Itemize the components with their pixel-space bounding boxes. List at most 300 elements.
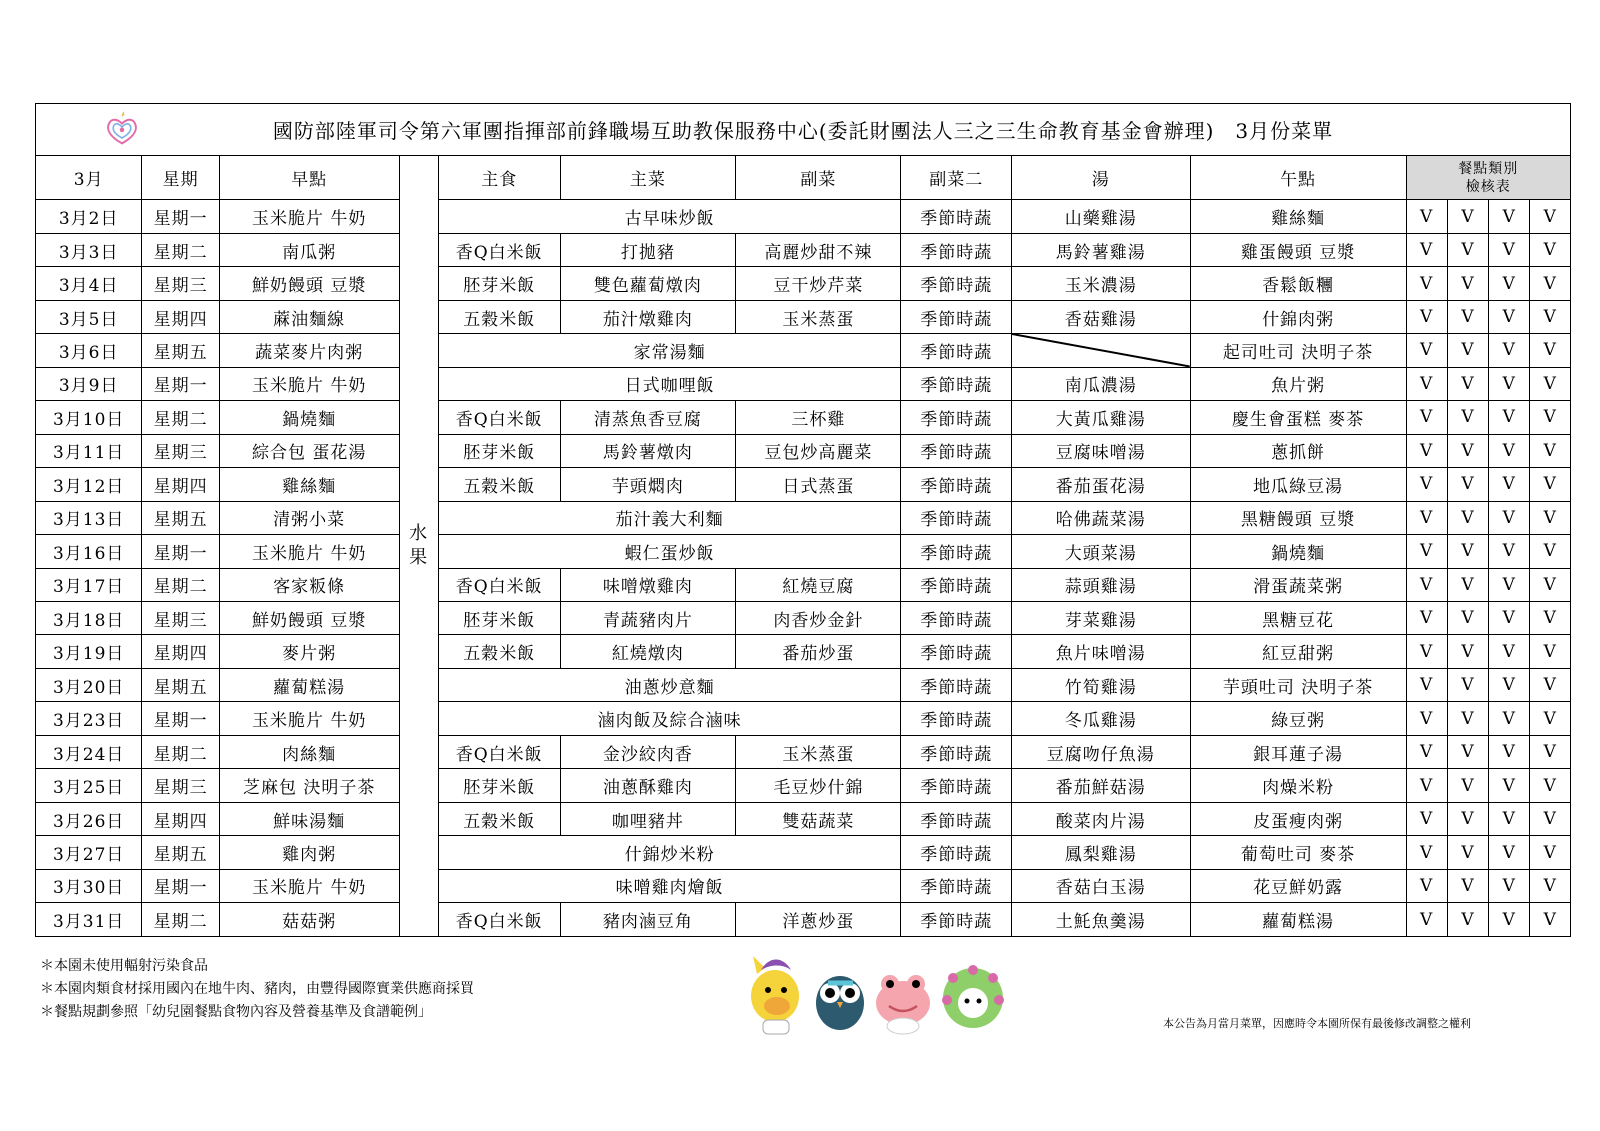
check-mark-cell: V (1530, 668, 1571, 701)
table-row (36, 334, 1571, 367)
soup-cell: 山藥雞湯 (1011, 200, 1190, 233)
combined-meal-cell: 茄汁義大利麵 (438, 501, 901, 534)
check-mark-cell: V (1530, 334, 1571, 367)
check-mark-cell: V (1447, 367, 1488, 400)
header-month: 3月 (36, 155, 142, 200)
date-cell: 3月2日 (36, 200, 142, 233)
check-mark-cell: V (1530, 769, 1571, 802)
side-dish2-cell: 季節時蔬 (901, 434, 1012, 467)
date-cell: 3月13日 (36, 501, 142, 534)
side-dish-cell: 紅燒豆腐 (736, 568, 901, 601)
disclaimer: 本公告為月當月菜單，因應時令本園所保有最後修改調整之權利 (1163, 1017, 1471, 1030)
side-dish2-cell: 季節時蔬 (901, 769, 1012, 802)
afternoon-snack-cell: 滑蛋蔬菜粥 (1190, 568, 1406, 601)
table-row (36, 200, 1571, 233)
combined-meal-cell: 家常湯麵 (438, 334, 901, 367)
check-mark-cell: V (1489, 568, 1530, 601)
date-cell: 3月12日 (36, 468, 142, 501)
check-mark-cell: V (1489, 903, 1530, 937)
combined-meal-cell: 日式咖哩飯 (438, 367, 901, 400)
date-cell: 3月6日 (36, 334, 142, 367)
staple-cell: 胚芽米飯 (438, 434, 560, 467)
check-mark-cell: V (1406, 836, 1447, 869)
date-cell: 3月31日 (36, 903, 142, 937)
check-mark-cell: V (1447, 233, 1488, 266)
mascot-illustration (735, 948, 1015, 1038)
check-mark-cell: V (1489, 300, 1530, 333)
morning-snack-cell: 菇菇粥 (219, 903, 399, 937)
table-row (36, 367, 1571, 400)
table-row (36, 468, 1571, 501)
main-dish-cell: 金沙絞肉香 (560, 735, 736, 768)
afternoon-snack-cell: 肉燥米粉 (1190, 769, 1406, 802)
table-row (36, 668, 1571, 701)
side-dish-cell: 雙菇蔬菜 (736, 802, 901, 835)
side-dish-cell: 玉米蒸蛋 (736, 300, 901, 333)
morning-snack-cell: 芝麻包 決明子茶 (219, 769, 399, 802)
staple-cell: 五穀米飯 (438, 468, 560, 501)
soup-cell-empty (1011, 334, 1190, 367)
date-cell: 3月20日 (36, 668, 142, 701)
date-cell: 3月5日 (36, 300, 142, 333)
weekday-cell: 星期二 (142, 903, 219, 937)
table-row (36, 535, 1571, 568)
staple-cell: 五穀米飯 (438, 635, 560, 668)
check-mark-cell: V (1406, 200, 1447, 233)
check-mark-cell: V (1530, 869, 1571, 902)
check-mark-cell: V (1489, 200, 1530, 233)
staple-cell: 香Q白米飯 (438, 401, 560, 434)
side-dish2-cell: 季節時蔬 (901, 602, 1012, 635)
side-dish2-cell: 季節時蔬 (901, 535, 1012, 568)
check-mark-cell: V (1530, 535, 1571, 568)
check-mark-cell: V (1489, 735, 1530, 768)
check-mark-cell: V (1530, 702, 1571, 735)
main-dish-cell: 味噌燉雞肉 (560, 568, 736, 601)
weekday-cell: 星期四 (142, 802, 219, 835)
check-mark-cell: V (1406, 434, 1447, 467)
check-mark-cell: V (1447, 668, 1488, 701)
check-mark-cell: V (1530, 836, 1571, 869)
side-dish2-cell: 季節時蔬 (901, 903, 1012, 937)
afternoon-snack-cell: 黑糖饅頭 豆漿 (1190, 501, 1406, 534)
check-mark-cell: V (1447, 568, 1488, 601)
weekday-cell: 星期二 (142, 233, 219, 266)
table-row (36, 267, 1571, 300)
side-dish2-cell: 季節時蔬 (901, 300, 1012, 333)
side-dish-cell: 玉米蒸蛋 (736, 735, 901, 768)
morning-snack-cell: 鮮奶饅頭 豆漿 (219, 602, 399, 635)
table-row (36, 434, 1571, 467)
combined-meal-cell: 滷肉飯及綜合滷味 (438, 702, 901, 735)
combined-meal-cell: 古早味炒飯 (438, 200, 901, 233)
side-dish-cell: 番茄炒蛋 (736, 635, 901, 668)
check-mark-cell: V (1447, 769, 1488, 802)
date-cell: 3月10日 (36, 401, 142, 434)
soup-cell: 蒜頭雞湯 (1011, 568, 1190, 601)
page-title: 國防部陸軍司令第六軍團指揮部前鋒職場互助教保服務中心(委託財團法人三之三生命教育基金會辦理) 3月份菜單 (272, 118, 1334, 143)
soup-cell: 豆腐吻仔魚湯 (1011, 735, 1190, 768)
check-mark-cell: V (1489, 434, 1530, 467)
check-mark-cell: V (1406, 267, 1447, 300)
header-soup: 湯 (1011, 155, 1190, 200)
weekday-cell: 星期四 (142, 468, 219, 501)
check-mark-cell: V (1406, 735, 1447, 768)
afternoon-snack-cell: 蘿蔔糕湯 (1190, 903, 1406, 937)
fruit-label: 水 果 (399, 155, 438, 936)
check-mark-cell: V (1406, 602, 1447, 635)
afternoon-snack-cell: 雞絲麵 (1190, 200, 1406, 233)
afternoon-snack-cell: 銀耳蓮子湯 (1190, 735, 1406, 768)
main-dish-cell: 馬鈴薯燉肉 (560, 434, 736, 467)
weekday-cell: 星期二 (142, 568, 219, 601)
check-mark-cell: V (1406, 702, 1447, 735)
side-dish2-cell: 季節時蔬 (901, 267, 1012, 300)
header-morning: 早點 (219, 155, 399, 200)
side-dish-cell: 三杯雞 (736, 401, 901, 434)
side-dish2-cell: 季節時蔬 (901, 735, 1012, 768)
soup-cell: 酸菜肉片湯 (1011, 802, 1190, 835)
main-dish-cell: 咖哩豬丼 (560, 802, 736, 835)
morning-snack-cell: 蔴油麵線 (219, 300, 399, 333)
weekday-cell: 星期一 (142, 200, 219, 233)
side-dish-cell: 豆干炒芹菜 (736, 267, 901, 300)
afternoon-snack-cell: 鍋燒麵 (1190, 535, 1406, 568)
check-mark-cell: V (1447, 200, 1488, 233)
frog-mascot-icon (876, 975, 930, 1034)
check-mark-cell: V (1530, 434, 1571, 467)
check-mark-cell: V (1447, 334, 1488, 367)
check-mark-cell: V (1406, 401, 1447, 434)
note-3: ＊餐點規劃參照「幼兒園餐點食物內容及營養基準及食譜範例」 (40, 1004, 432, 1020)
weekday-cell: 星期二 (142, 401, 219, 434)
main-dish-cell: 打拋豬 (560, 233, 736, 266)
check-mark-cell: V (1489, 802, 1530, 835)
check-mark-cell: V (1447, 300, 1488, 333)
morning-snack-cell: 玉米脆片 牛奶 (219, 367, 399, 400)
morning-snack-cell: 客家粄條 (219, 568, 399, 601)
check-mark-cell: V (1447, 501, 1488, 534)
side-dish2-cell: 季節時蔬 (901, 233, 1012, 266)
weekday-cell: 星期四 (142, 300, 219, 333)
check-mark-cell: V (1406, 668, 1447, 701)
check-mark-cell: V (1530, 602, 1571, 635)
table-row (36, 501, 1571, 534)
soup-cell: 馬鈴薯雞湯 (1011, 233, 1190, 266)
weekday-cell: 星期一 (142, 367, 219, 400)
header-main: 主菜 (560, 155, 736, 200)
soup-cell: 大頭菜湯 (1011, 535, 1190, 568)
afternoon-snack-cell: 花豆鮮奶露 (1190, 869, 1406, 902)
side-dish2-cell: 季節時蔬 (901, 401, 1012, 434)
side-dish-cell: 高麗炒甜不辣 (736, 233, 901, 266)
date-cell: 3月19日 (36, 635, 142, 668)
check-mark-cell: V (1406, 869, 1447, 902)
check-mark-cell: V (1406, 300, 1447, 333)
table-row (36, 300, 1571, 333)
check-mark-cell: V (1530, 367, 1571, 400)
combined-meal-cell: 蝦仁蛋炒飯 (438, 535, 901, 568)
side-dish-cell: 豆包炒高麗菜 (736, 434, 901, 467)
side-dish2-cell: 季節時蔬 (901, 802, 1012, 835)
check-mark-cell: V (1530, 468, 1571, 501)
check-mark-cell: V (1489, 635, 1530, 668)
check-mark-cell: V (1406, 468, 1447, 501)
date-cell: 3月4日 (36, 267, 142, 300)
check-mark-cell: V (1406, 233, 1447, 266)
side-dish2-cell: 季節時蔬 (901, 334, 1012, 367)
main-dish-cell: 油蔥酥雞肉 (560, 769, 736, 802)
check-mark-cell: V (1447, 434, 1488, 467)
check-mark-cell: V (1489, 267, 1530, 300)
main-dish-cell: 茄汁燉雞肉 (560, 300, 736, 333)
morning-snack-cell: 鍋燒麵 (219, 401, 399, 434)
check-mark-cell: V (1489, 836, 1530, 869)
check-mark-cell: V (1406, 769, 1447, 802)
table-row (36, 233, 1571, 266)
weekday-cell: 星期三 (142, 769, 219, 802)
afternoon-snack-cell: 綠豆粥 (1190, 702, 1406, 735)
weekday-cell: 星期三 (142, 602, 219, 635)
check-mark-cell: V (1406, 535, 1447, 568)
side-dish2-cell: 季節時蔬 (901, 200, 1012, 233)
horse-mascot-icon (751, 956, 799, 1034)
check-mark-cell: V (1489, 501, 1530, 534)
combined-meal-cell: 什錦炒米粉 (438, 836, 901, 869)
afternoon-snack-cell: 起司吐司 決明子茶 (1190, 334, 1406, 367)
soup-cell: 鳳梨雞湯 (1011, 836, 1190, 869)
afternoon-snack-cell: 雞蛋饅頭 豆漿 (1190, 233, 1406, 266)
morning-snack-cell: 雞絲麵 (219, 468, 399, 501)
staple-cell: 胚芽米飯 (438, 267, 560, 300)
weekday-cell: 星期一 (142, 535, 219, 568)
afternoon-snack-cell: 皮蛋瘦肉粥 (1190, 802, 1406, 835)
check-mark-cell: V (1489, 233, 1530, 266)
date-cell: 3月3日 (36, 233, 142, 266)
afternoon-snack-cell: 什錦肉粥 (1190, 300, 1406, 333)
date-cell: 3月9日 (36, 367, 142, 400)
table-row (36, 769, 1571, 802)
soup-cell: 芽菜雞湯 (1011, 602, 1190, 635)
table-row (36, 568, 1571, 601)
table-row (36, 735, 1571, 768)
side-dish-cell: 毛豆炒什錦 (736, 769, 901, 802)
morning-snack-cell: 鮮味湯麵 (219, 802, 399, 835)
side-dish2-cell: 季節時蔬 (901, 668, 1012, 701)
check-mark-cell: V (1406, 635, 1447, 668)
date-cell: 3月25日 (36, 769, 142, 802)
check-mark-cell: V (1447, 735, 1488, 768)
soup-cell: 豆腐味噌湯 (1011, 434, 1190, 467)
check-mark-cell: V (1489, 367, 1530, 400)
table-row (36, 602, 1571, 635)
side-dish2-cell: 季節時蔬 (901, 468, 1012, 501)
note-2: ＊本園肉類食材採用國內在地牛肉、豬肉，由豐得國際實業供應商採買 (40, 981, 474, 997)
morning-snack-cell: 玉米脆片 牛奶 (219, 200, 399, 233)
date-cell: 3月11日 (36, 434, 142, 467)
side-dish2-cell: 季節時蔬 (901, 635, 1012, 668)
menu-table (35, 103, 1571, 937)
table-row (36, 802, 1571, 835)
morning-snack-cell: 麥片粥 (219, 635, 399, 668)
check-mark-cell: V (1447, 903, 1488, 937)
check-mark-cell: V (1530, 735, 1571, 768)
notes (40, 955, 474, 1024)
check-mark-cell: V (1489, 602, 1530, 635)
weekday-cell: 星期一 (142, 869, 219, 902)
soup-cell: 香菇白玉湯 (1011, 869, 1190, 902)
peacock-mascot-icon (942, 965, 1004, 1028)
staple-cell: 香Q白米飯 (438, 735, 560, 768)
morning-snack-cell: 玉米脆片 牛奶 (219, 869, 399, 902)
date-cell: 3月27日 (36, 836, 142, 869)
date-cell: 3月24日 (36, 735, 142, 768)
table-row (36, 702, 1571, 735)
date-cell: 3月17日 (36, 568, 142, 601)
table-row (36, 836, 1571, 869)
weekday-cell: 星期五 (142, 836, 219, 869)
check-mark-cell: V (1447, 635, 1488, 668)
staple-cell: 五穀米飯 (438, 802, 560, 835)
table-row (36, 401, 1571, 434)
check-mark-cell: V (1406, 334, 1447, 367)
side-dish2-cell: 季節時蔬 (901, 869, 1012, 902)
soup-cell: 魚片味噌湯 (1011, 635, 1190, 668)
weekday-cell: 星期三 (142, 267, 219, 300)
morning-snack-cell: 玉米脆片 牛奶 (219, 702, 399, 735)
afternoon-snack-cell: 葡萄吐司 麥茶 (1190, 836, 1406, 869)
side-dish-cell: 日式蒸蛋 (736, 468, 901, 501)
afternoon-snack-cell: 魚片粥 (1190, 367, 1406, 400)
date-cell: 3月26日 (36, 802, 142, 835)
morning-snack-cell: 南瓜粥 (219, 233, 399, 266)
check-mark-cell: V (1489, 769, 1530, 802)
soup-cell: 大黃瓜雞湯 (1011, 401, 1190, 434)
check-mark-cell: V (1489, 869, 1530, 902)
afternoon-snack-cell: 地瓜綠豆湯 (1190, 468, 1406, 501)
morning-snack-cell: 蔬菜麥片肉粥 (219, 334, 399, 367)
check-mark-cell: V (1489, 535, 1530, 568)
check-mark-cell: V (1530, 568, 1571, 601)
check-mark-cell: V (1406, 802, 1447, 835)
side-dish2-cell: 季節時蔬 (901, 836, 1012, 869)
weekday-cell: 星期五 (142, 668, 219, 701)
table-row (36, 903, 1571, 937)
soup-cell: 冬瓜雞湯 (1011, 702, 1190, 735)
header-staple: 主食 (438, 155, 560, 200)
morning-snack-cell: 綜合包 蛋花湯 (219, 434, 399, 467)
check-mark-cell: V (1530, 802, 1571, 835)
check-mark-cell: V (1406, 367, 1447, 400)
check-mark-cell: V (1489, 401, 1530, 434)
afternoon-snack-cell: 慶生會蛋糕 麥茶 (1190, 401, 1406, 434)
date-cell: 3月30日 (36, 869, 142, 902)
weekday-cell: 星期三 (142, 434, 219, 467)
check-mark-cell: V (1530, 233, 1571, 266)
check-mark-cell: V (1530, 267, 1571, 300)
note-1: ＊本園未使用輻射污染食品 (40, 958, 208, 974)
soup-cell: 哈佛蔬菜湯 (1011, 501, 1190, 534)
afternoon-snack-cell: 香鬆飯糰 (1190, 267, 1406, 300)
side-dish2-cell: 季節時蔬 (901, 568, 1012, 601)
date-cell: 3月18日 (36, 602, 142, 635)
weekday-cell: 星期五 (142, 501, 219, 534)
check-mark-cell: V (1530, 635, 1571, 668)
header-weekday: 星期 (142, 155, 219, 200)
check-mark-cell: V (1489, 702, 1530, 735)
weekday-cell: 星期四 (142, 635, 219, 668)
combined-meal-cell: 油蔥炒意麵 (438, 668, 901, 701)
soup-cell: 番茄蛋花湯 (1011, 468, 1190, 501)
combined-meal-cell: 味噌雞肉燴飯 (438, 869, 901, 902)
main-dish-cell: 豬肉滷豆角 (560, 903, 736, 937)
staple-cell: 香Q白米飯 (438, 568, 560, 601)
date-cell: 3月16日 (36, 535, 142, 568)
soup-cell: 竹筍雞湯 (1011, 668, 1190, 701)
check-mark-cell: V (1406, 501, 1447, 534)
soup-cell: 南瓜濃湯 (1011, 367, 1190, 400)
check-mark-cell: V (1447, 267, 1488, 300)
title-cell (36, 104, 1571, 156)
side-dish-cell: 肉香炒金針 (736, 602, 901, 635)
main-dish-cell: 清蒸魚香豆腐 (560, 401, 736, 434)
afternoon-snack-cell: 黑糖豆花 (1190, 602, 1406, 635)
header-afternoon: 午點 (1190, 155, 1406, 200)
check-mark-cell: V (1447, 602, 1488, 635)
check-mark-cell: V (1406, 568, 1447, 601)
check-mark-cell: V (1489, 668, 1530, 701)
school-logo-icon (104, 111, 140, 147)
morning-snack-cell: 玉米脆片 牛奶 (219, 535, 399, 568)
date-cell: 3月23日 (36, 702, 142, 735)
staple-cell: 香Q白米飯 (438, 903, 560, 937)
side-dish2-cell: 季節時蔬 (901, 702, 1012, 735)
morning-snack-cell: 雞肉粥 (219, 836, 399, 869)
soup-cell: 香菇雞湯 (1011, 300, 1190, 333)
afternoon-snack-cell: 蔥抓餅 (1190, 434, 1406, 467)
side-dish2-cell: 季節時蔬 (901, 367, 1012, 400)
check-mark-cell: V (1447, 869, 1488, 902)
check-mark-cell: V (1489, 468, 1530, 501)
afternoon-snack-cell: 紅豆甜粥 (1190, 635, 1406, 668)
staple-cell: 胚芽米飯 (438, 602, 560, 635)
check-mark-cell: V (1489, 334, 1530, 367)
staple-cell: 胚芽米飯 (438, 769, 560, 802)
soup-cell: 土魠魚羹湯 (1011, 903, 1190, 937)
check-mark-cell: V (1406, 903, 1447, 937)
morning-snack-cell: 鮮奶饅頭 豆漿 (219, 267, 399, 300)
morning-snack-cell: 蘿蔔糕湯 (219, 668, 399, 701)
morning-snack-cell: 清粥小菜 (219, 501, 399, 534)
check-mark-cell: V (1447, 802, 1488, 835)
main-dish-cell: 雙色蘿蔔燉肉 (560, 267, 736, 300)
side-dish-cell: 洋蔥炒蛋 (736, 903, 901, 937)
main-dish-cell: 芋頭燜肉 (560, 468, 736, 501)
check-mark-cell: V (1530, 401, 1571, 434)
staple-cell: 香Q白米飯 (438, 233, 560, 266)
check-mark-cell: V (1447, 836, 1488, 869)
main-dish-cell: 紅燒燉肉 (560, 635, 736, 668)
check-mark-cell: V (1447, 535, 1488, 568)
owl-mascot-icon (816, 976, 864, 1030)
table-row (36, 635, 1571, 668)
header-side: 副菜 (736, 155, 901, 200)
staple-cell: 五穀米飯 (438, 300, 560, 333)
weekday-cell: 星期五 (142, 334, 219, 367)
check-mark-cell: V (1447, 468, 1488, 501)
check-mark-cell: V (1530, 200, 1571, 233)
table-row (36, 869, 1571, 902)
